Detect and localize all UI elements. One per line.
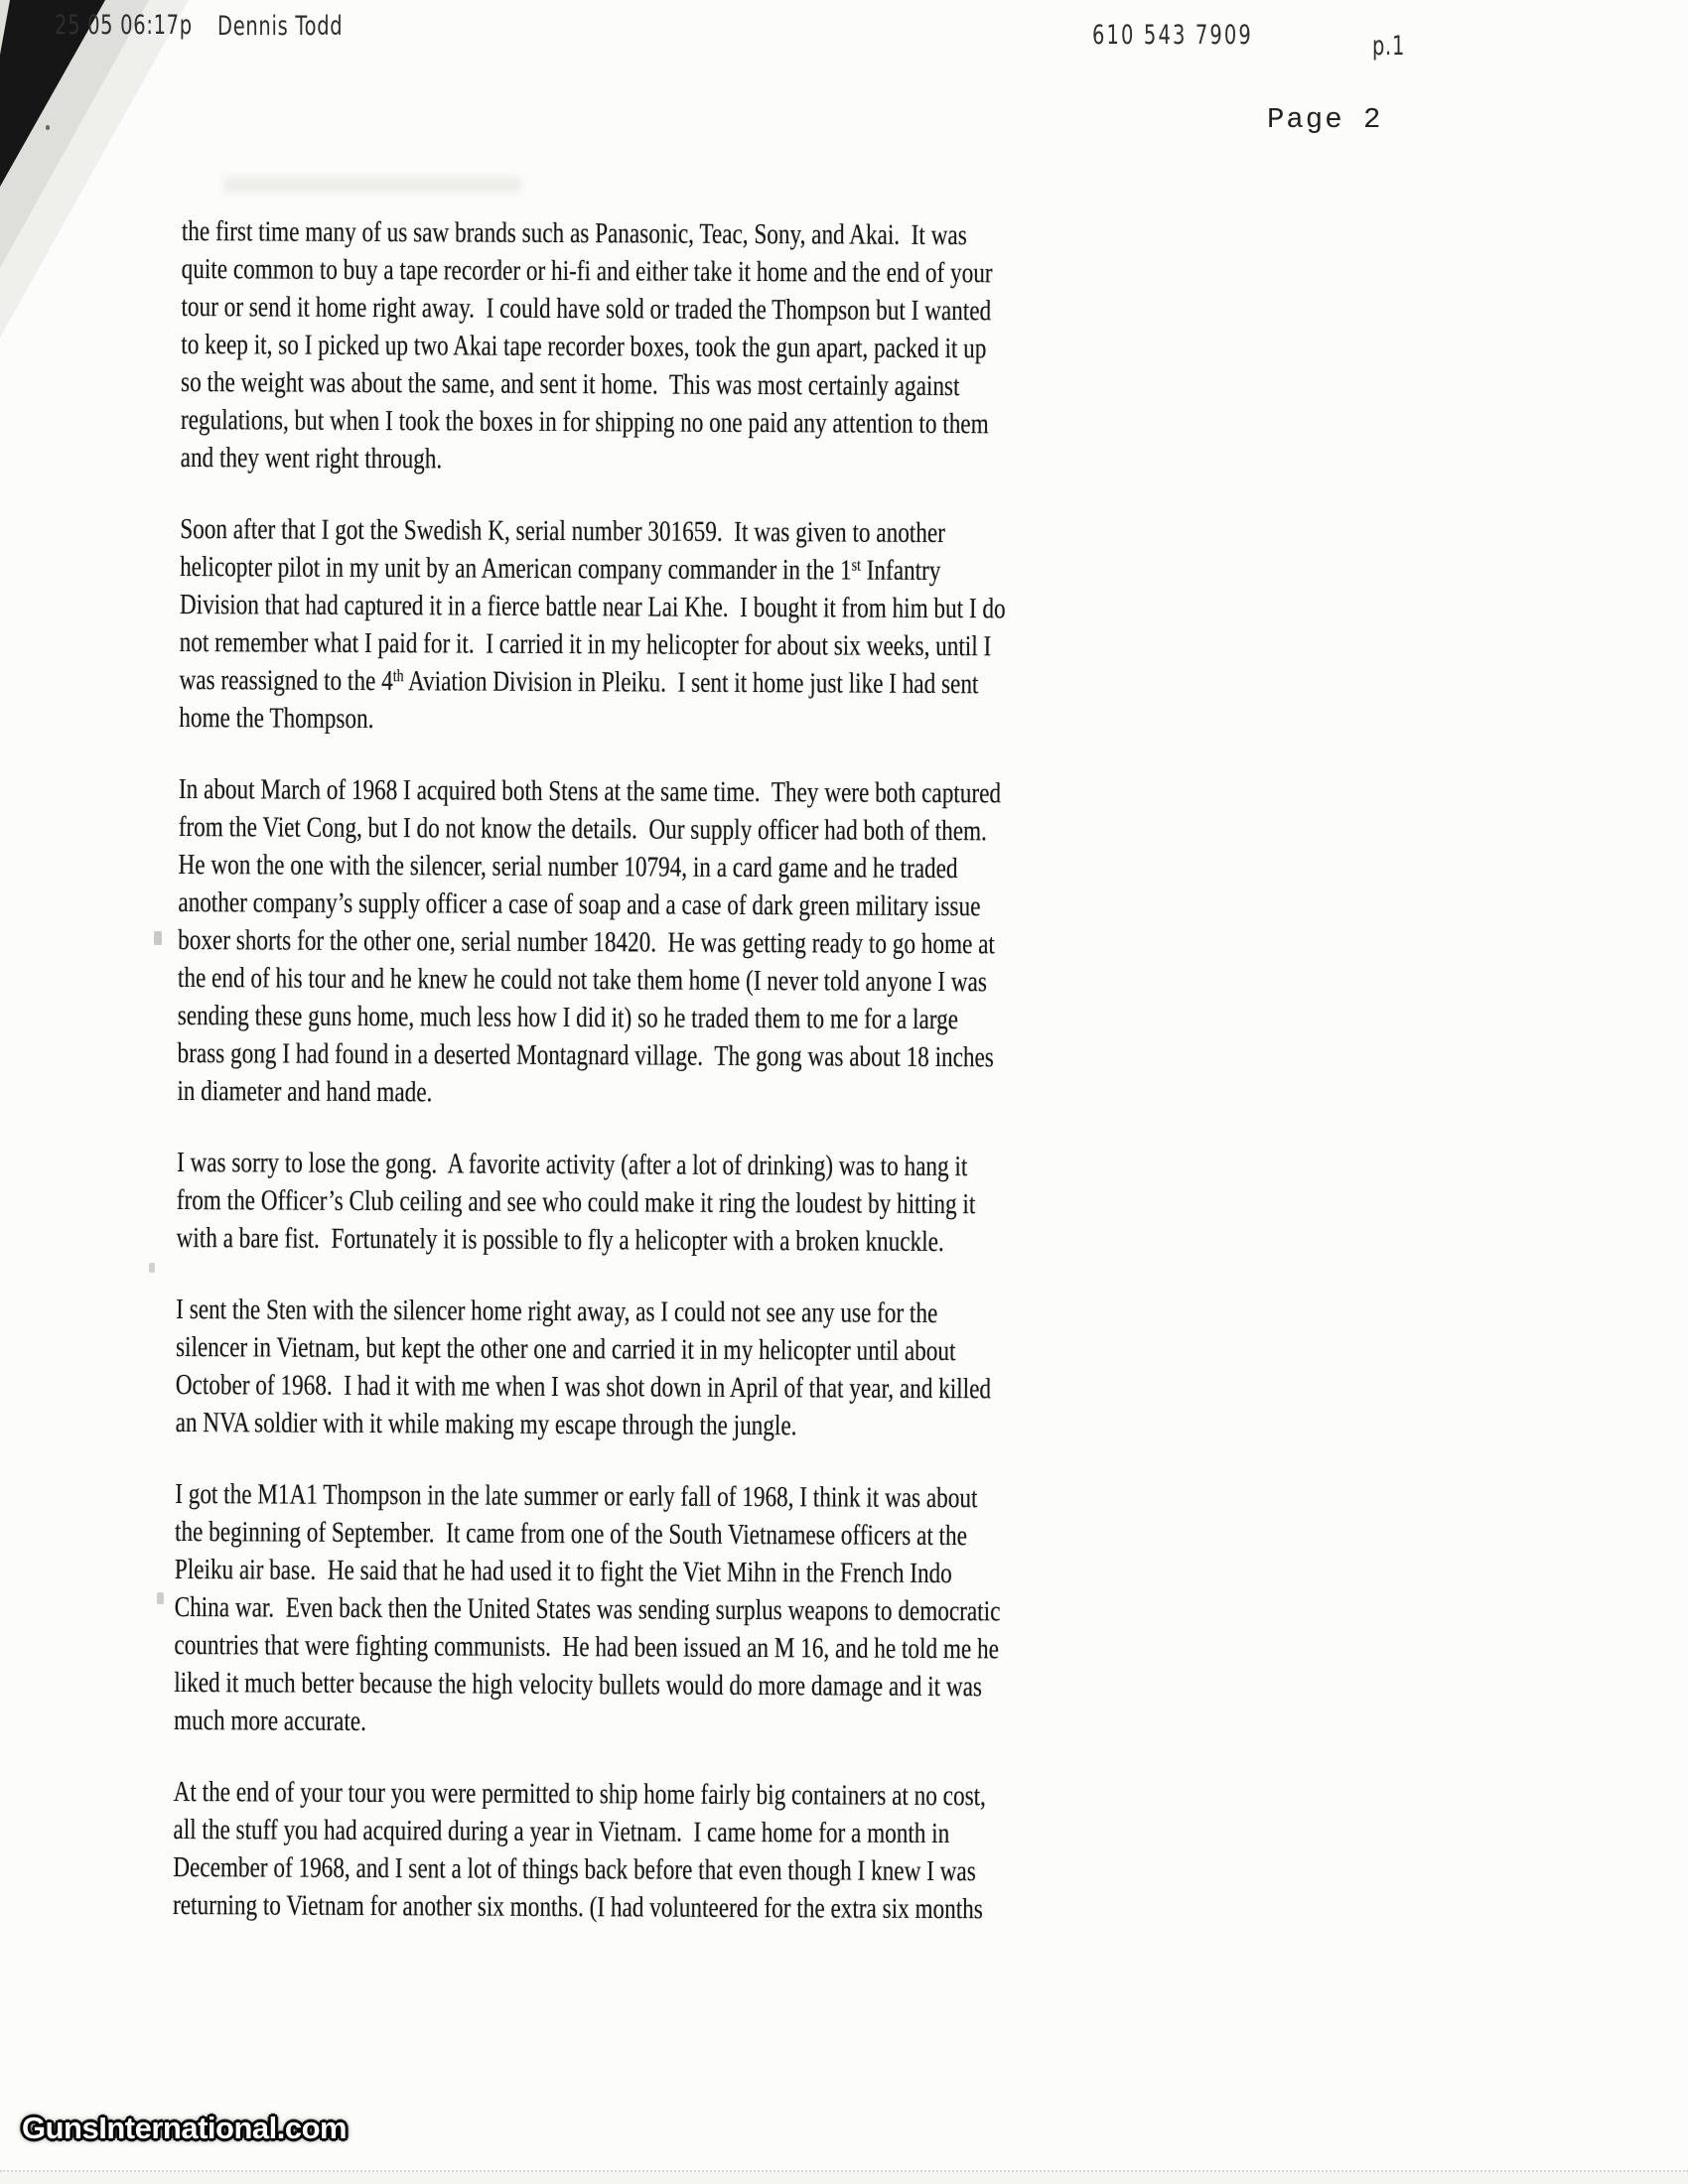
text-line: countries that were fighting communists. He had been issued an M 16, and he told me he bbox=[174, 1628, 1000, 1666]
text-line: boxer shorts for the other one, serial number 18420. He was getting ready to go home at bbox=[178, 923, 995, 961]
text-line: brass gong I had found in a deserted Montagnard village. The gong was about 18 inches bbox=[177, 1036, 994, 1074]
scan-speck bbox=[154, 931, 162, 945]
text-line: to keep it, so I picked up two Akai tape recorder boxes, took the gun apart, packed it up bbox=[181, 328, 987, 365]
text-line: He won the one with the silencer, serial number 10794, in a card game and he traded bbox=[178, 848, 958, 886]
ordinal-superscript: st bbox=[851, 554, 861, 575]
text-line: home the Thompson. bbox=[179, 701, 374, 736]
text-line: December of 1968, and I sent a lot of things back before that even though I knew I was bbox=[173, 1850, 976, 1888]
scan-speck bbox=[149, 1263, 155, 1273]
text-line: At the end of your tour you were permitted to ship home fairly big containers at no cost, bbox=[173, 1775, 986, 1813]
fax-header-phone-number: 610 543 7909 bbox=[1092, 20, 1253, 51]
text-line: silencer in Vietnam, but kept the other one and carried it in my helicopter until about bbox=[175, 1330, 956, 1368]
fax-header-sender: Dennis Todd bbox=[217, 11, 344, 42]
scan-speck bbox=[46, 125, 50, 130]
text-line: the beginning of September. It came from one of the South Vietnamese officers at the bbox=[174, 1515, 968, 1553]
scan-speck bbox=[157, 1592, 164, 1604]
text-line: Pleiku air base. He said that he had used it to fight the Viet Mihn in the French Indo bbox=[174, 1553, 952, 1590]
text-line: quite common to buy a tape recorder or hi-fi and either take it home and the end of your bbox=[181, 252, 993, 290]
text-line: I was sorry to lose the gong. A favorite activity (after a lot of drinking) was to hang it bbox=[176, 1146, 968, 1183]
text-line: tour or send it home right away. I could have sold or traded the Thompson but I wanted bbox=[181, 290, 992, 328]
ordinal-superscript: th bbox=[392, 665, 404, 686]
text-line: liked it much better because the high velocity bullets would do more damage and it was bbox=[174, 1666, 983, 1704]
page-number-label: Page 2 bbox=[1267, 103, 1383, 136]
text-line: sending these guns home, much less how I did it) so he traded them to me for a large bbox=[177, 999, 959, 1036]
paragraph bbox=[179, 510, 1133, 742]
text-line: China war. Even back then the United States was sending surplus weapons to democratic bbox=[174, 1590, 1001, 1628]
text-line: and they went right through. bbox=[180, 441, 443, 476]
text-line: in diameter and hand made. bbox=[177, 1074, 433, 1109]
text-line: from the Viet Cong, but I do not know the details. Our supply officer had both of them. bbox=[178, 810, 987, 848]
text-line: with a bare fist. Fortunately it is possible to fly a helicopter with a broken knuckle. bbox=[176, 1221, 944, 1259]
text-line: not remember what I paid for it. I carried it in my helicopter for about six weeks, until I bbox=[179, 625, 992, 663]
text-line: helicopter pilot in my unit by an American company commander in the 1st Infantry bbox=[180, 550, 941, 588]
scan-bottom-edge-strip bbox=[0, 2172, 1688, 2184]
text-line: regulations, but when I took the boxes in for shipping no one paid any attention to them bbox=[180, 403, 989, 441]
paragraph bbox=[177, 770, 1132, 1115]
paragraph bbox=[174, 1475, 1128, 1744]
guns-international-watermark-logo: GunsInternational.com bbox=[22, 2111, 348, 2145]
text-line: an NVA soldier with it while making my escape through the jungle. bbox=[175, 1406, 797, 1442]
text-line: I sent the Sten with the silencer home right away, as I could not see any use for the bbox=[176, 1293, 938, 1330]
paragraph bbox=[173, 1773, 1127, 1929]
text-line: Division that had captured it in a fierce battle near Lai Khe. I bought it from him but I do bbox=[179, 588, 1006, 625]
scan-ghost-smudge bbox=[223, 177, 521, 193]
text-line: returning to Vietnam for another six months. (I had volunteered for the extra six months bbox=[172, 1888, 983, 1926]
text-line: all the stuff you had acquired during a year in Vietnam. I came home for a month in bbox=[173, 1813, 950, 1850]
text-line: was reassigned to the 4th Aviation Division in Pleiku. I sent it home just like I had sent bbox=[179, 663, 979, 701]
text-line: so the weight was about the same, and sent it home. This was most certainly against bbox=[181, 365, 960, 403]
text-line: In about March of 1968 I acquired both Stens at the same time. They were both captured bbox=[178, 772, 1002, 810]
text-line: I got the M1A1 Thompson in the late summer or early fall of 1968, I think it was about bbox=[175, 1477, 978, 1515]
text-line: another company’s supply officer a case of soap and a case of dark green military issue bbox=[178, 886, 981, 923]
paragraph bbox=[176, 1144, 1130, 1262]
text-line: the first time many of us saw brands such as Panasonic, Teac, Sony, and Akai. It was bbox=[181, 214, 967, 252]
text-line: October of 1968. I had it with me when I was shot down in April of that year, and killed bbox=[175, 1368, 992, 1406]
text-line: much more accurate. bbox=[173, 1704, 367, 1737]
paragraph bbox=[176, 1291, 1130, 1446]
text-line: from the Officer’s Club ceiling and see who could make it ring the loudest by hitting it bbox=[176, 1183, 976, 1221]
fax-header-page-indicator: p.1 bbox=[1372, 31, 1406, 62]
fax-header-timestamp: 25 05 06:17p bbox=[55, 10, 193, 41]
text-line: the end of his tour and he knew he could not take them home (I never told anyone I was bbox=[177, 961, 988, 999]
text-line: Soon after that I got the Swedish K, serial number 301659. It was given to another bbox=[180, 512, 946, 550]
paragraph bbox=[181, 212, 1135, 481]
letter-body bbox=[173, 212, 1135, 1963]
